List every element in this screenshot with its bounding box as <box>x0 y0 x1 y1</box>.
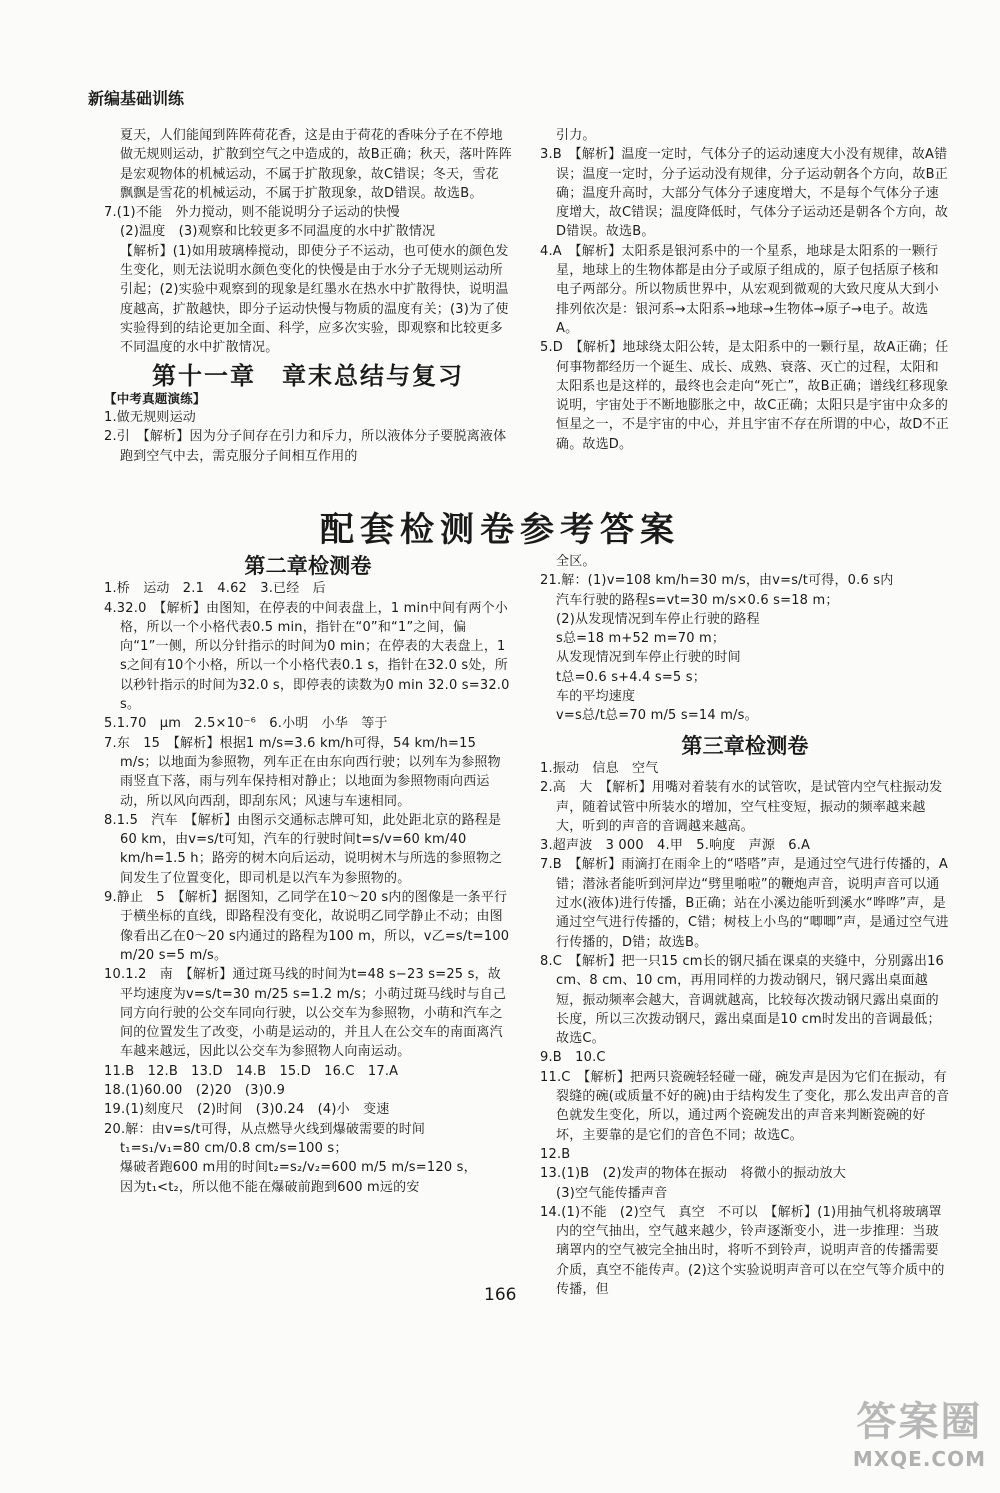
answer-item: 8.C 【解析】把一只15 cm长的钢尺插在课桌的夹缝中，分别露出16 cm、8 cm、10 cm，再用同样的力拨动钢尺，钢尺露出桌面越短，振动频率会越大，音调就越高，比较每次拨动钢尺露出桌面的长度，所以三次拨动钢尺，露出桌面是10 cm时发出的音调最低；故选C。 <box>540 953 945 1047</box>
answer-item: 7.(1)不能 外力搅动，则不能说明分子运动的快慢 <box>104 205 400 221</box>
formula-line: 因为t₁<t₂，所以他不能在爆破前跑到600 m远的安 <box>120 1179 420 1195</box>
answer-item: 11.C 【解析】把两只瓷碗轻轻碰一碰，碗发声是因为它们在振动，有裂缝的碗(或质量不好的碗)由于结构发生了变化，那么发出声音的音色就发生变化，所以，通过两个瓷碗发出的声音来判断瓷碗的好坏，主要靠的是它们的音色不同；故选C。 <box>540 1069 950 1143</box>
answer-item: 21.解：(1)v=108 km/h=30 m/s，由v=s/t可得，0.6 s内 <box>540 573 894 589</box>
chapter-11-title: 第十一章 章末总结与复习 <box>152 360 464 390</box>
formula-line: t总=0.6 s+4.4 s=5 s； <box>556 669 706 685</box>
paragraph: 引力。 <box>556 128 596 143</box>
answer-item: 11.B 12.B 13.D 14.B 15.D 16.C 17.A <box>104 1063 399 1079</box>
answer-item: (2)温度 (3)观察和比较更多不同温度的水中扩散情况 <box>120 224 436 240</box>
answer-item: 7.B 【解析】雨滴打在雨伞上的“嗒嗒”声，是通过空气进行传播的，A错；潜泳者能听到河岸边“劈里啪啦”的鞭炮声音，说明声音可以通过水(液体)进行传播，B正确；站在小溪边能听到溪水“哗哗”声，是通过空气进行传播的，C错；树枝上小鸟的“唧唧”声，是通过空气进行传播的，D错；故选B。 <box>540 857 949 950</box>
answer-item: 12.B <box>540 1146 571 1162</box>
watermark <box>853 1390 986 1471</box>
formula-line: v=s总/t总=70 m/5 s=14 m/s。 <box>556 708 758 724</box>
paragraph: 全区。 <box>556 554 596 569</box>
answer-item: 13.(1)B (2)发声的物体在振动 将微小的振动放大 <box>540 1166 847 1182</box>
answer-item: 10.1.2 南 【解析】通过斑马线的时间为t=48 s−23 s=25 s，故平均速度为v=s/t=30 m/25 s=1.2 m/s；小萌过斑马线时与自己同方向行驶的公交车同向行驶，以公交车为参照物，小萌和汽车之间的位置发生了改变，小萌是运动的，并且人在公交车的南面离汽车越来越远，因此以公交车为参照物人向南运动。 <box>104 967 507 1060</box>
formula-line: t₁=s₁/v₁=80 cm/0.8 cm/s=100 s； <box>120 1140 348 1156</box>
answer-item: 20.解：由v=s/t可得，从点燃导火线到爆破需要的时间 <box>104 1121 426 1137</box>
chapter-3-title: 第三章检测卷 <box>681 732 809 758</box>
answer-item: 2.高 大 【解析】用嘴对着装有水的试管吹，是试管内空气柱振动发声，随着试管中所装水的增加，空气柱变短，振动的频率越来越大，听到的声音的音调越来越高。 <box>540 780 943 834</box>
formula-line: (2)从发现情况到车停止行驶的路程 <box>556 611 760 627</box>
answer-item: 18.(1)60.00 (2)20 (3)0.9 <box>104 1083 286 1099</box>
formula-line: 从发现情况到车停止行驶的时间 <box>556 650 741 666</box>
top-right-column <box>540 126 950 454</box>
formula-line: 车的平均速度 <box>556 689 636 705</box>
answer-item: 8.1.5 汽车 【解析】由图示交通标志牌可知，此处距北京的路程是60 km，由v=s/t可知，汽车的行驶时间t=s/v=60 km/40 km/h=1.5 h；路旁的树木向后运动，说明树木与所选的参照物之间发生了位置变化，即司机是以汽车为参照物的。 <box>104 812 503 886</box>
answer-item: 9.静止 5 【解析】据图知，乙同学在10～20 s内的图像是一条平行于横坐标的直线，即路程没有变化，故说明乙同学静止不动；由图像看出乙在0～20 s内通过的路程为100 m，所以，v乙=s/t=100 m/20 s=5 m/s。 <box>104 890 510 963</box>
page-number: 166 <box>484 1285 517 1305</box>
bottom-right-column <box>540 552 950 1299</box>
answer-item: 5.1.70 μm 2.5×10⁻⁶ 6.小明 小华 等于 <box>104 716 388 732</box>
answer-item: 4.A 【解析】太阳系是银河系中的一个星系，地球是太阳系的一颗行星，地球上的生物体都是由分子或原子组成的，原子包括原子核和电子两部分。所以物质世界中，从宏观到微观的大致尺度从大到小排列依次是：银河系→太阳系→地球→生物体→原子→电子。故选A。 <box>540 243 939 336</box>
watermark-url: MXQE.COM <box>852 1447 986 1471</box>
book-title: 新编基础训练 <box>88 89 185 108</box>
chapter-2-title: 第二章检测卷 <box>244 553 372 578</box>
answer-item: 19.(1)刻度尺 (2)时间 (3)0.24 (4)小 变速 <box>104 1102 390 1118</box>
answer-item: 7.东 15 【解析】根据1 m/s=3.6 km/h可得，54 km/h=15 m/s；以地面为参照物，列车正在由东向西行驶；以列车为参照物雨竖直下落，雨与列车保持相对静止；以地面为参照物雨向西运动，所以风向西刮，即刮东风；风速与车速相同。 <box>104 735 501 809</box>
answer-item: 14.(1)不能 (2)空气 真空 不可以 【解析】(1)用抽气机将玻璃罩内的空气抽出，空气越来越少，铃声逐渐变小，进一步推理：当玻璃罩内的空气被完全抽出时，将听不到铃声，说明声音的传播需要介质，真空不能传声。(2)这个实验说明声音可以在空气等介质中的传播，但 <box>540 1204 945 1297</box>
formula-line: s总=18 m+52 m=70 m； <box>556 631 726 647</box>
formula-line: 汽车行驶的路程s=vt=30 m/s×0.6 s=18 m； <box>556 592 839 608</box>
watermark-logo: 答案圈 <box>856 1399 983 1445</box>
top-left-column <box>104 126 512 466</box>
answer-item: 3.B 【解析】温度一定时，气体分子的运动速度大小没有规律，故A错误；温度一定时，分子运动没有规律，分子运动朝各个方向，故B正确；温度升高时，大部分气体分子速度增大，不是每个气体分子速度增大，故C错误；温度降低时，气体分子运动还是朝各个方向，故D错误。故选B。 <box>540 147 949 240</box>
section-label: 【中考真题演练】 <box>104 390 206 406</box>
formula-line: 爆破者跑600 m用的时间t₂=s₂/v₂=600 m/5 m/s=120 s， <box>120 1160 477 1176</box>
answer-item: (3)空气能传播声音 <box>556 1185 668 1201</box>
answer-item: 9.B 10.C <box>540 1050 606 1066</box>
answer-key-banner: 配套检测卷参考答案 <box>320 510 680 550</box>
answer-item: 3.超声波 3 000 4.甲 5.响度 声源 6.A <box>540 838 811 854</box>
bottom-left-column <box>104 552 512 1197</box>
answer-item: 5.D 【解析】地球绕太阳公转，是太阳系中的一颗行星，故A正确；任何事物都经历一个诞生、成长、成熟、衰落、灭亡的过程，太阳和太阳系也是这样的，最终也会走向“死亡”，故B正确；谱线红移现象说明，宇宙处于不断地膨胀之中，故C正确；太阳只是宇宙中众多的恒星之一，不是宇宙的中心，并且宇宙不存在所谓的中心，故D不正确。故选D。 <box>540 340 950 452</box>
answer-item: 1.振动 信息 空气 <box>540 760 659 776</box>
answer-item: 1.做无规则运动 <box>104 410 197 426</box>
paragraph: 夏天，人们能闻到阵阵荷花香，这是由于荷花的香味分子在不停地做无规则运动，扩散到空气之中造成的，故B正确；秋天，落叶阵阵是宏观物体的机械运动，不属于扩散现象，故C错误；冬天，雪花飘飘是雪花的机械运动，不属于扩散现象，故D错误。故选B。 <box>120 128 512 201</box>
answer-item: 2.引 【解析】因为分子间存在引力和斥力，所以液体分子要脱离液体跑到空气中去，需克服分子间相互作用的 <box>104 429 507 464</box>
answer-item: 1.桥 运动 2.1 4.62 3.已经 后 <box>104 581 326 597</box>
explanation: 【解析】(1)如用玻璃棒搅动，即使分子不运动，也可使水的颜色发生变化，则无法说明水颜色变化的快慢是由于水分子无规则运动所引起；(2)实验中观察到的现象是红墨水在热水中扩散得快，说明温度越高，扩散越快，即分子运动快慢与物质的温度有关；(3)为了使实验得到的结论更加全面、科学，应多次实验，即观察和比较更多不同温度的水中扩散情况。 <box>120 243 509 356</box>
answer-item: 4.32.0 【解析】由图知，在停表的中间表盘上，1 min中间有两个小格，所以一个小格代表0.5 min，指针在“0”和“1”之间，偏向“1”一侧，所以分针指示的时间为0 min；在停表的大表盘上，1 s之间有10个小格，所以一个小格代表0.1 s，指针在32.0 s处，所以秒针指示的时间为32.0 s，即停表的读数为0 min 32.0 s=32.0 s。 <box>104 600 510 713</box>
